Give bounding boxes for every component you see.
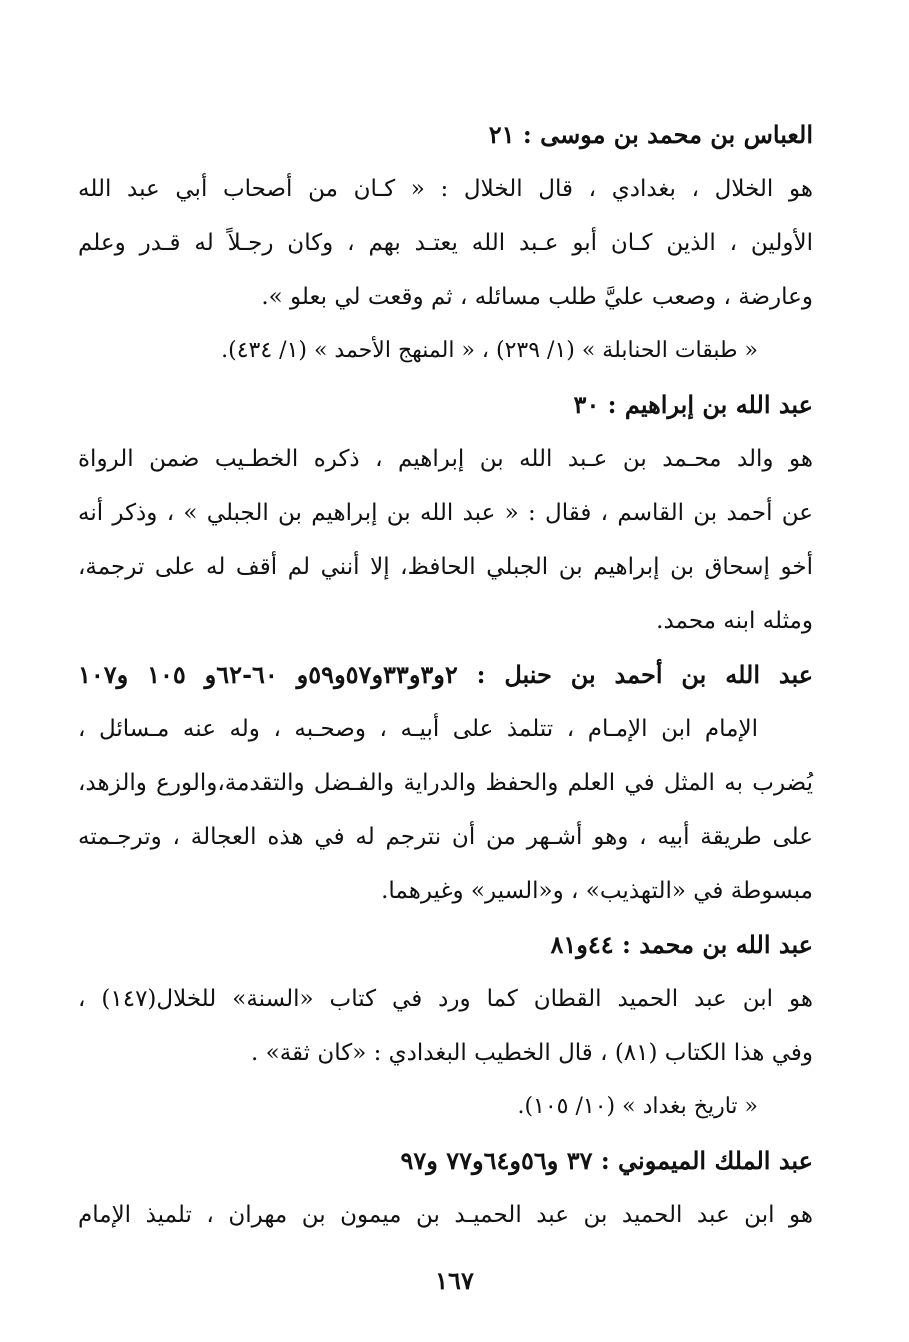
entry-text-line: وعارضة ، وصعب عليَّ طلب مسائله ، ثم وقعت لي بعلو ». [261,284,813,310]
entry-text-line: هو الخلال ، بغدادي ، قال الخلال : « كـان من أصحاب أبي عبد الله [78,176,813,202]
entry-text-line: هو ابن عبد الحميد القطان كما ورد في كتاب «السنة» للخلال(١٤٧) ، [78,986,813,1012]
entry-text-line: مبسوطة في «التهذيب» ، و«السير» وغيرهما. [381,878,813,904]
source-citation: « طبقات الحنابلة » (١/ ٢٣٩) ، « المنهج الأحمد » (١/ ٤٣٤). [221,338,758,363]
document-page [78,108,813,1228]
entry-heading: عبد الله بن محمد : ٤٤و٨١ [550,930,813,959]
entry-heading: عبد الله بن أحمد بن حنبل : ٢و٣و٣٣و٥٧و٥٩و ٦٠-٦٢و ١٠٥ و١٠٧ [78,660,814,689]
source-citation: « تاريخ بغداد » (١٠/ ١٠٥). [517,1094,758,1119]
entry-text-line: وفي هذا الكتاب (٨١) ، قال الخطيب البغدادي : «كان ثقة» . [251,1040,813,1066]
entry-text-line: ومثله ابنه محمد. [656,608,813,634]
entry-heading: عبد الله بن إبراهيم : ٣٠ [573,390,813,419]
entry-heading: عبد الملك الميموني : ٣٧ و٥٦و٦٤و٧٧ و٩٧ [400,1146,813,1175]
entry-text-line: عن أحمد بن القاسم ، فقال : « عبد الله بن إبراهيم بن الجبلي » ، وذكر أنه [78,500,813,526]
entry-text-line: هو والد محـمد بن عـبد الله بن إبراهيم ، ذكره الخطـيب ضمن الرواة [78,446,813,472]
page-number: ١٦٧ [435,1266,474,1295]
entry-heading: العباس بن محمد بن موسى : ٢١ [488,120,813,149]
entry-text-line: الأولين ، الذين كـان أبو عـبد الله يعتـد بهم ، وكان رجـلاً له قـدر وعلم [78,230,813,256]
entry-text-line: أخو إسحاق بن إبراهيم بن الجبلي الحافظ، إلا أنني لم أقف له على ترجمة، [78,554,813,580]
entry-text-line: يُضرب به المثل في العلم والحفظ والدراية والفـضل والتقدمة،والورع والزهد، [78,770,813,796]
entry-text-line: الإمام ابن الإمـام ، تتلمذ على أبيـه ، وصحـبه ، وله عنه مـسائل ، [78,716,758,742]
entry-text-line: على طريقة أبيه ، وهو أشـهر من أن نترجم له في هذه العجالة ، وترجـمته [78,824,813,850]
entry-text-line: هو ابن عبد الحميد بن عبد الحميـد بن ميمون بن مهران ، تلميذ الإمام [78,1202,813,1228]
